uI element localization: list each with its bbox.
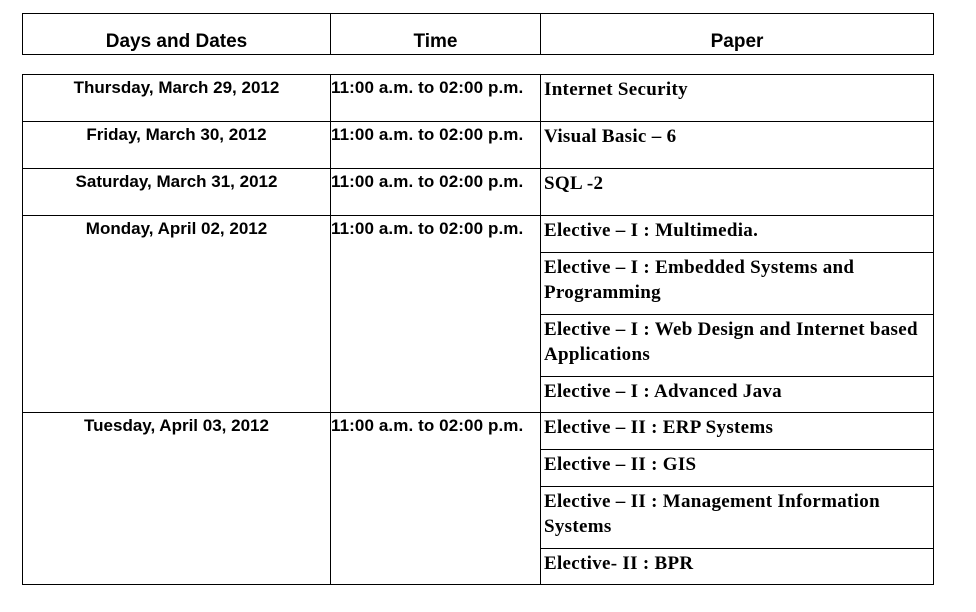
paper-name: Elective- II : BPR <box>541 549 934 585</box>
table-row <box>23 122 934 169</box>
header-paper: Paper <box>541 14 934 55</box>
exam-day: Thursday, March 29, 2012 <box>23 75 331 122</box>
exam-time: 11:00 a.m. to 02:00 p.m. <box>331 75 541 122</box>
exam-time: 11:00 a.m. to 02:00 p.m. <box>331 216 541 413</box>
table-row <box>23 216 934 253</box>
paper-name: Internet Security <box>541 75 934 122</box>
paper-name: Elective – I : Web Design and Internet based Applications <box>541 315 934 377</box>
timetable-header <box>22 13 934 55</box>
paper-name: Visual Basic – 6 <box>541 122 934 169</box>
table-row <box>23 413 934 450</box>
header-days-and-dates: Days and Dates <box>23 14 331 55</box>
table-row <box>23 169 934 216</box>
exam-day: Saturday, March 31, 2012 <box>23 169 331 216</box>
timetable-body <box>22 74 934 585</box>
exam-day: Tuesday, April 03, 2012 <box>23 413 331 585</box>
exam-day: Friday, March 30, 2012 <box>23 122 331 169</box>
exam-time: 11:00 a.m. to 02:00 p.m. <box>331 122 541 169</box>
header-row <box>23 14 934 55</box>
table-row <box>23 75 934 122</box>
paper-name: Elective – I : Multimedia. <box>541 216 934 253</box>
paper-name: Elective – I : Advanced Java <box>541 377 934 413</box>
exam-time: 11:00 a.m. to 02:00 p.m. <box>331 169 541 216</box>
paper-name: Elective – II : GIS <box>541 450 934 487</box>
paper-name: Elective – I : Embedded Systems and Programming <box>541 253 934 315</box>
paper-name: SQL -2 <box>541 169 934 216</box>
header-time: Time <box>331 14 541 55</box>
paper-name: Elective – II : Management Information Systems <box>541 487 934 549</box>
paper-name: Elective – II : ERP Systems <box>541 413 934 450</box>
exam-day: Monday, April 02, 2012 <box>23 216 331 413</box>
exam-time: 11:00 a.m. to 02:00 p.m. <box>331 413 541 585</box>
